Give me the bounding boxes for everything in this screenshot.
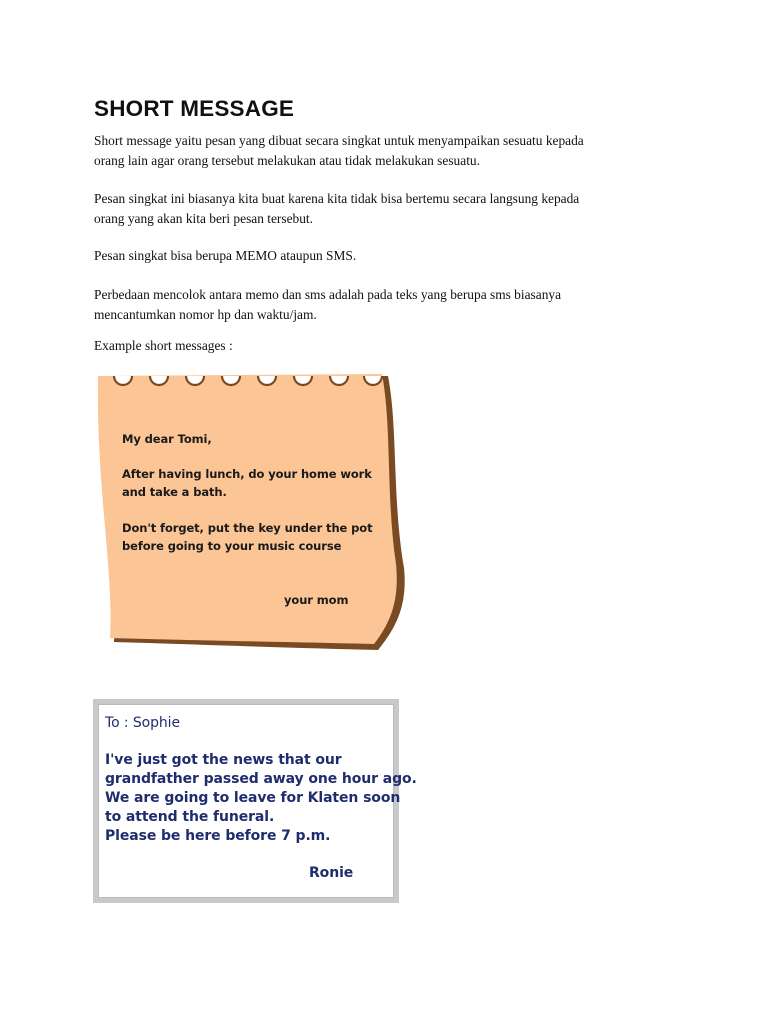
paragraph-types [94,246,694,266]
paragraph-difference [94,285,694,324]
paragraph-line: Example short messages : [94,338,233,353]
memo-line: and take a bath. [122,485,227,499]
sms-message-box [93,699,417,903]
memo-line: After having lunch, do your home work [122,467,372,481]
memo-note [92,368,412,658]
sms-line: to attend the funeral. [105,809,275,825]
sms-sender: Ronie [309,865,354,881]
paragraph-reason [94,189,694,228]
paragraph-line: orang lain agar orang tersebut melakukan atau tidak melakukan sesuatu. [94,152,480,168]
paragraph-line: orang yang akan kita beri pesan tersebut. [94,210,314,226]
sms-recipient: To : Sophie [105,715,180,731]
memo-signature: your mom [284,593,349,607]
memo-paper-illustration [92,368,412,658]
sms-line: We are going to leave for Klaten soon [105,790,401,806]
paragraph-definition [94,131,694,170]
memo-line: before going to your music course [122,539,342,553]
sms-line: I've just got the news that our [105,752,342,768]
paragraph-examples-intro [94,336,694,356]
memo-paper [98,374,397,644]
paragraph-line: mencantumkan nomor hp dan waktu/jam. [94,306,317,322]
paragraph-line: Short message yaitu pesan yang dibuat secara singkat untuk menyampaikan sesuatu kepada [94,133,584,148]
memo-greeting: My dear Tomi, [122,432,212,446]
paragraph-line: Pesan singkat ini biasanya kita buat karena kita tidak bisa bertemu secara langsung kepada [94,191,580,206]
sms-line: grandfather passed away one hour ago. [105,771,417,787]
sms-line: Please be here before 7 p.m. [105,828,331,844]
paragraph-line: Pesan singkat bisa berupa MEMO ataupun SMS. [94,248,357,263]
paragraph-line: Perbedaan mencolok antara memo dan sms adalah pada teks yang berupa sms biasanya [94,287,562,302]
page-title: SHORT MESSAGE [94,96,295,121]
memo-line: Don't forget, put the key under the pot [122,521,373,535]
